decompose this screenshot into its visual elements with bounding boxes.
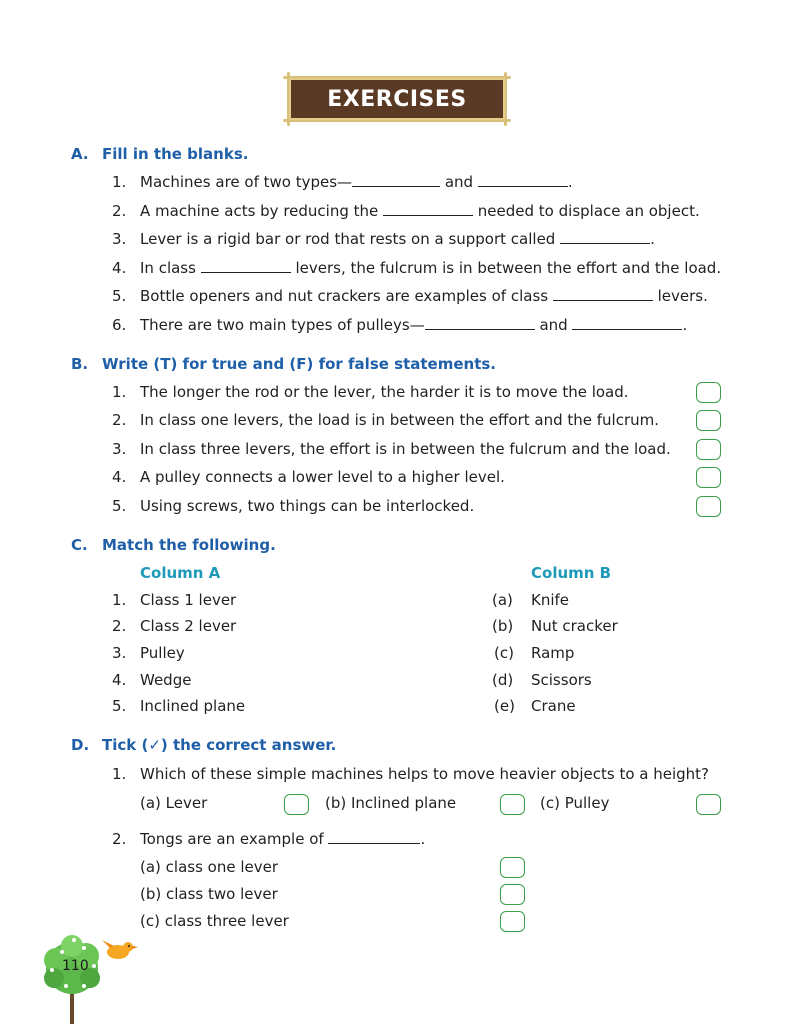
c-b-item: Knife bbox=[531, 591, 570, 609]
column-b-heading: Column B bbox=[531, 564, 612, 582]
blank[interactable] bbox=[478, 173, 568, 187]
a-item-number: 3. bbox=[112, 230, 127, 248]
column-a-heading: Column A bbox=[140, 564, 221, 582]
a-item-1: Machines are of two types— and . bbox=[140, 173, 573, 191]
c-b-letter: (e) bbox=[494, 697, 515, 715]
b-item-number: 5. bbox=[112, 497, 127, 515]
d-q-number: 1. bbox=[112, 765, 127, 783]
tree-icon bbox=[40, 932, 140, 1024]
c-a-number: 2. bbox=[112, 617, 127, 635]
a-item-number: 4. bbox=[112, 259, 127, 277]
tick-box[interactable] bbox=[500, 857, 525, 878]
c-a-item: Inclined plane bbox=[140, 697, 246, 715]
tick-box[interactable] bbox=[500, 884, 525, 905]
d-q1-option-a: (a) Lever bbox=[140, 794, 208, 812]
answer-box[interactable] bbox=[696, 439, 721, 460]
a-item-3: Lever is a rigid bar or rod that rests on a support called . bbox=[140, 230, 655, 248]
bird-icon bbox=[102, 940, 138, 959]
a-item-number: 5. bbox=[112, 287, 127, 305]
b-item-4: A pulley connects a lower level to a higher level. bbox=[140, 468, 505, 486]
b-item-2: In class one levers, the load is in between the effort and the fulcrum. bbox=[140, 411, 660, 429]
c-a-number: 1. bbox=[112, 591, 127, 609]
b-item-number: 2. bbox=[112, 411, 127, 429]
b-item-number: 4. bbox=[112, 468, 127, 486]
blank[interactable] bbox=[560, 230, 650, 244]
blank[interactable] bbox=[328, 830, 420, 844]
exercises-banner bbox=[283, 72, 511, 126]
section-c-heading: C. Match the following. bbox=[71, 536, 276, 554]
c-a-number: 4. bbox=[112, 671, 127, 689]
answer-box[interactable] bbox=[696, 467, 721, 488]
d-q-number: 2. bbox=[112, 830, 127, 848]
b-item-1: The longer the rod or the lever, the harder it is to move the load. bbox=[140, 383, 629, 401]
blank[interactable] bbox=[572, 316, 682, 330]
a-item-6: There are two main types of pulleys— and . bbox=[140, 316, 688, 334]
c-b-letter: (a) bbox=[492, 591, 513, 609]
d-question-1: Which of these simple machines helps to move heavier objects to a height? bbox=[140, 765, 710, 783]
c-a-number: 3. bbox=[112, 644, 127, 662]
answer-box[interactable] bbox=[696, 410, 721, 431]
b-item-number: 1. bbox=[112, 383, 127, 401]
c-a-item: Pulley bbox=[140, 644, 185, 662]
c-a-item: Wedge bbox=[140, 671, 192, 689]
b-item-5: Using screws, two things can be interlocked. bbox=[140, 497, 475, 515]
section-b-heading: B. Write (T) for true and (F) for false statements. bbox=[71, 355, 496, 373]
c-a-item: Class 1 lever bbox=[140, 591, 237, 609]
section-d-heading: D. Tick (✓) the correct answer. bbox=[71, 736, 337, 754]
a-item-2: A machine acts by reducing the needed to displace an object. bbox=[140, 202, 700, 220]
page-number: 110 bbox=[62, 958, 89, 974]
banner-board bbox=[289, 78, 505, 120]
a-item-number: 1. bbox=[112, 173, 127, 191]
tick-box[interactable] bbox=[696, 794, 721, 815]
a-item-number: 2. bbox=[112, 202, 127, 220]
c-a-item: Class 2 lever bbox=[140, 617, 237, 635]
blank[interactable] bbox=[383, 202, 473, 216]
a-item-5: Bottle openers and nut crackers are examples of class levers. bbox=[140, 287, 708, 305]
d-q1-option-b: (b) Inclined plane bbox=[325, 794, 457, 812]
c-b-letter: (d) bbox=[492, 671, 514, 689]
d-question-2: Tongs are an example of . bbox=[140, 830, 426, 848]
blank[interactable] bbox=[425, 316, 535, 330]
c-b-letter: (c) bbox=[494, 644, 514, 662]
answer-box[interactable] bbox=[696, 496, 721, 517]
section-a-heading: A. Fill in the blanks. bbox=[71, 145, 249, 163]
blank[interactable] bbox=[201, 259, 291, 273]
a-item-number: 6. bbox=[112, 316, 127, 334]
page-title: EXERCISES bbox=[327, 86, 467, 112]
c-b-item: Crane bbox=[531, 697, 576, 715]
d-q2-option-c: (c) class three lever bbox=[140, 912, 289, 930]
b-item-3: In class three levers, the effort is in between the fulcrum and the load. bbox=[140, 440, 671, 458]
blank[interactable] bbox=[352, 173, 440, 187]
a-item-4: In class levers, the fulcrum is in between the effort and the load. bbox=[140, 259, 722, 277]
c-b-item: Ramp bbox=[531, 644, 575, 662]
c-b-item: Nut cracker bbox=[531, 617, 618, 635]
tick-box[interactable] bbox=[500, 911, 525, 932]
answer-box[interactable] bbox=[696, 382, 721, 403]
b-item-number: 3. bbox=[112, 440, 127, 458]
d-q1-option-c: (c) Pulley bbox=[540, 794, 610, 812]
c-b-letter: (b) bbox=[492, 617, 514, 635]
tick-box[interactable] bbox=[500, 794, 525, 815]
c-b-item: Scissors bbox=[531, 671, 592, 689]
d-q2-option-a: (a) class one lever bbox=[140, 858, 279, 876]
blank[interactable] bbox=[553, 287, 653, 301]
d-q2-option-b: (b) class two lever bbox=[140, 885, 278, 903]
tick-box[interactable] bbox=[284, 794, 309, 815]
c-a-number: 5. bbox=[112, 697, 127, 715]
